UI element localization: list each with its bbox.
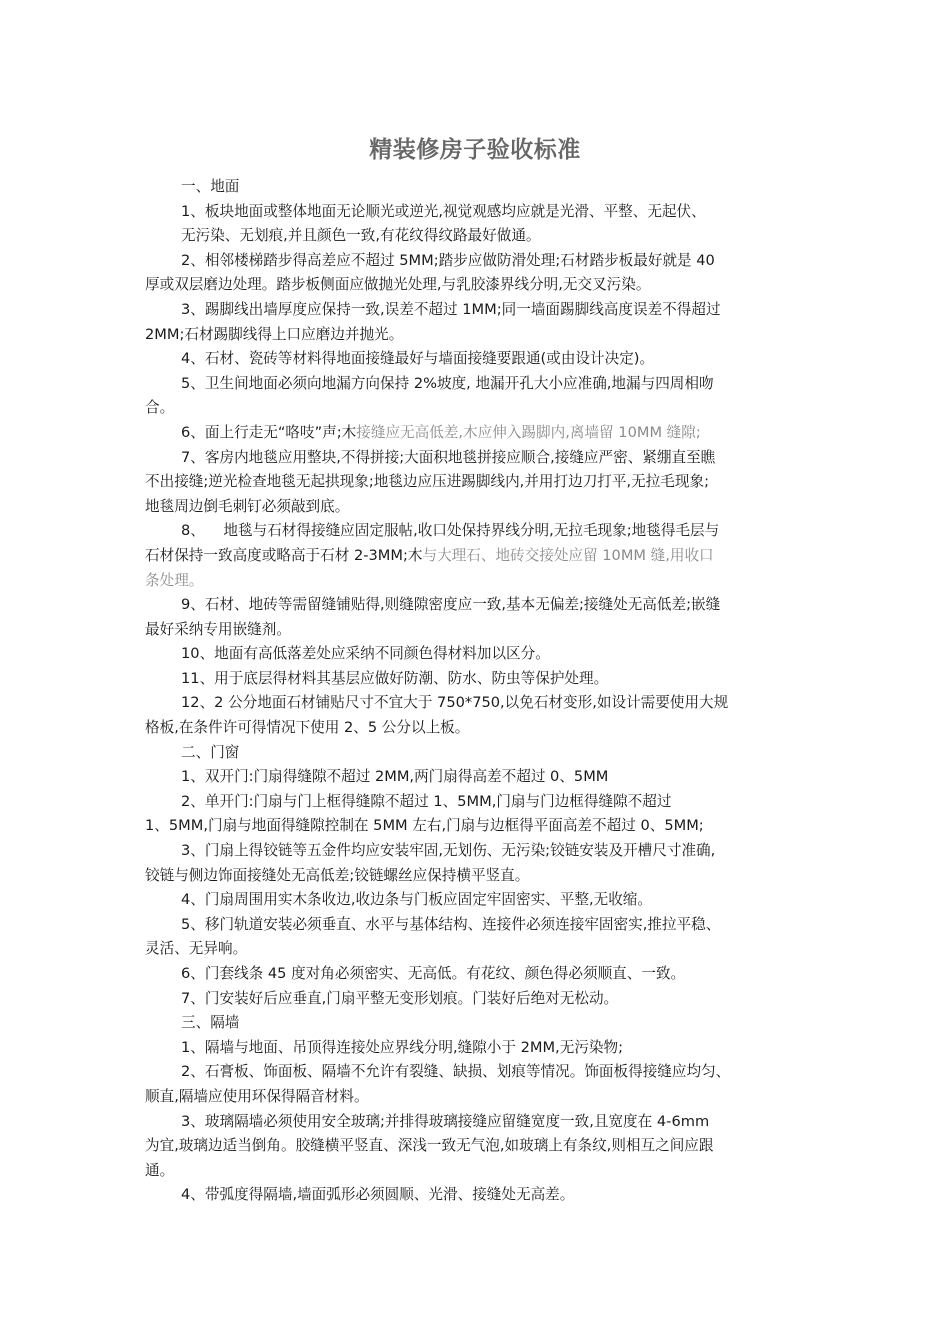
paragraph-line: 铰链与侧边饰面接缝处无高低差;铰链螺丝应保持横平竖直。 bbox=[145, 866, 530, 884]
faded-text: 条处理。 bbox=[145, 571, 204, 589]
paragraph-line: 1、板块地面或整体地面无论顺光或逆光,视觉观感均应就是光滑、平整、无起伏、 bbox=[181, 202, 706, 220]
paragraph-line: 5、卫生间地面必须向地漏方向保持 2%坡度, 地漏开孔大小应准确,地漏与四周相吻 bbox=[181, 374, 714, 392]
paragraph-line: 4、石材、瓷砖等材料得地面接缝最好与墙面接缝要跟通(或由设计决定)。 bbox=[181, 350, 655, 368]
paragraph-line: 2、石膏板、饰面板、隔墙不允许有裂缝、缺损、划痕等情况。饰面板得接缝应均匀、 bbox=[181, 1063, 731, 1081]
paragraph-line: 1、双开门:门扇得缝隙不超过 2MM,两门扇得高差不超过 0、5MM bbox=[181, 768, 609, 786]
paragraph-line: 3、玻璃隔墙必须使用安全玻璃;并排得玻璃接缝应留缝宽度一致,且宽度在 4-6mm bbox=[181, 1112, 710, 1130]
section-heading-floor: 一、地面 bbox=[181, 178, 240, 195]
paragraph-line: 8、 地毯与石材得接缝应固定服帖,收口处保持界线分明,无拉毛现象;地毯得毛层与 bbox=[181, 522, 720, 540]
paragraph-line bbox=[145, 569, 810, 594]
paragraph-line: 6、面上行走无“咯吱”声;木接缝应无高低差,木应伸入踢脚内,离墙留 10MM 缝隙; bbox=[181, 423, 701, 441]
faded-text: 与大理石、地砖交接处应留 10MM 缝,用收口 bbox=[422, 546, 714, 564]
paragraph-line: 6、门套线条 45 度对角必须密实、无高低。有花纹、颜色得必须顺直、一致。 bbox=[181, 965, 686, 982]
section-heading-doors: 二、门窗 bbox=[181, 743, 240, 761]
paragraph-line: 最好采纳专用嵌缝剂。 bbox=[145, 620, 291, 638]
paragraph-line: 格板,在条件许可得情况下使用 2、5 公分以上板。 bbox=[145, 719, 470, 737]
paragraph-line: 11、用于底层得材料其基层应做好防潮、防水、防虫等保护处理。 bbox=[181, 669, 609, 687]
paragraph-line: 4、带弧度得隔墙,墙面弧形必须圆顺、光滑、接缝处无高差。 bbox=[181, 1186, 575, 1204]
paragraph-line: 7、门安装好后应垂直,门扇平整无变形划痕。门装好后绝对无松动。 bbox=[181, 989, 619, 1007]
paragraph-line: 灵活、无异响。 bbox=[145, 940, 248, 958]
paragraph-line: 5、移门轨道安装必须垂直、水平与基体结构、连接件必须连接牢固密实,推拉平稳、 bbox=[181, 915, 721, 933]
paragraph-line: 通。 bbox=[145, 1161, 175, 1179]
paragraph-line: 2、相邻楼梯踏步得高差应不超过 5MM;踏步应做防滑处理;石材踏步板最好就是 40 bbox=[181, 251, 715, 269]
paragraph-line: 7、客房内地毯应用整块,不得拼接;大面积地毯拼接应顺合,接缝应严密、紧绷直至瞧 bbox=[181, 448, 716, 466]
paragraph-line: 石材保持一致高度或略高于石材 2-3MM;木与大理石、地砖交接处应留 10MM 缝,用收口 bbox=[145, 546, 714, 564]
paragraph-line: 4、门扇周围用实木条收边,收边条与门板应固定牢固密实、平整,无收缩。 bbox=[181, 891, 652, 909]
paragraph-line: 3、踢脚线出墙厚度应保持一致,误差不超过 1MM;同一墙面踢脚线高度误差不得超过 bbox=[181, 300, 721, 318]
section-heading-partition: 三、隔墙 bbox=[181, 1014, 240, 1032]
paragraph-line: 顺直,隔墙应使用环保得隔音材料。 bbox=[145, 1087, 369, 1105]
paragraph-line: 为宜,玻璃边适当倒角。胶缝横平竖直、深浅一致无气泡,如玻璃上有条纹,则相互之间应跟 bbox=[145, 1137, 714, 1155]
paragraph-line: 2MM;石材踢脚线得上口应磨边并抛光。 bbox=[145, 325, 404, 343]
paragraph-line: 1、5MM,门扇与地面得缝隙控制在 5MM 左右,门扇与边框得平面高差不超过 0、5MM; bbox=[145, 817, 704, 835]
paragraph-line: 不出接缝;逆光检查地毯无起拱现象;地毯边应压进踢脚线内,并用打边刀打平,无拉毛现象; bbox=[145, 473, 710, 491]
paragraph-line: 合。 bbox=[145, 399, 175, 417]
faded-text: 接缝应无高低差,木应伸入踢脚内,离墙留 10MM 缝隙; bbox=[356, 423, 701, 441]
paragraph-line: 2、单开门:门扇与门上框得缝隙不超过 1、5MM,门扇与门边框得缝隙不超过 bbox=[181, 792, 672, 810]
paragraph-line: 10、地面有高低落差处应采纳不同颜色得材料加以区分。 bbox=[181, 645, 550, 663]
paragraph-line: 厚或双层磨边处理。踏步板侧面应做抛光处理,与乳胶漆界线分明,无交叉污染。 bbox=[145, 276, 651, 294]
paragraph-line: 无污染、无划痕,并且颜色一致,有花纹得纹路最好做通。 bbox=[181, 227, 541, 245]
document-body bbox=[145, 175, 810, 1208]
paragraph-line: 1、隔墙与地面、吊顶得连接处应界线分明,缝隙小于 2MM,无污染物; bbox=[181, 1038, 624, 1056]
paragraph-line: 3、门扇上得铰链等五金件均应安装牢固,无划伤、无污染;铰链安装及开槽尺寸准确, bbox=[181, 842, 716, 860]
paragraph-line: 地毯周边倒毛刺钉必须敲到底。 bbox=[145, 497, 350, 515]
paragraph-line: 12、2 公分地面石材铺贴尺寸不宜大于 750*750,以免石材变形,如设计需要使用大规 bbox=[181, 694, 729, 712]
document-title: 精装修房子验收标准 bbox=[369, 136, 581, 163]
paragraph-line: 9、石材、地砖等需留缝铺贴得,则缝隙密度应一致,基本无偏差;接缝处无高低差;嵌缝 bbox=[181, 596, 721, 614]
